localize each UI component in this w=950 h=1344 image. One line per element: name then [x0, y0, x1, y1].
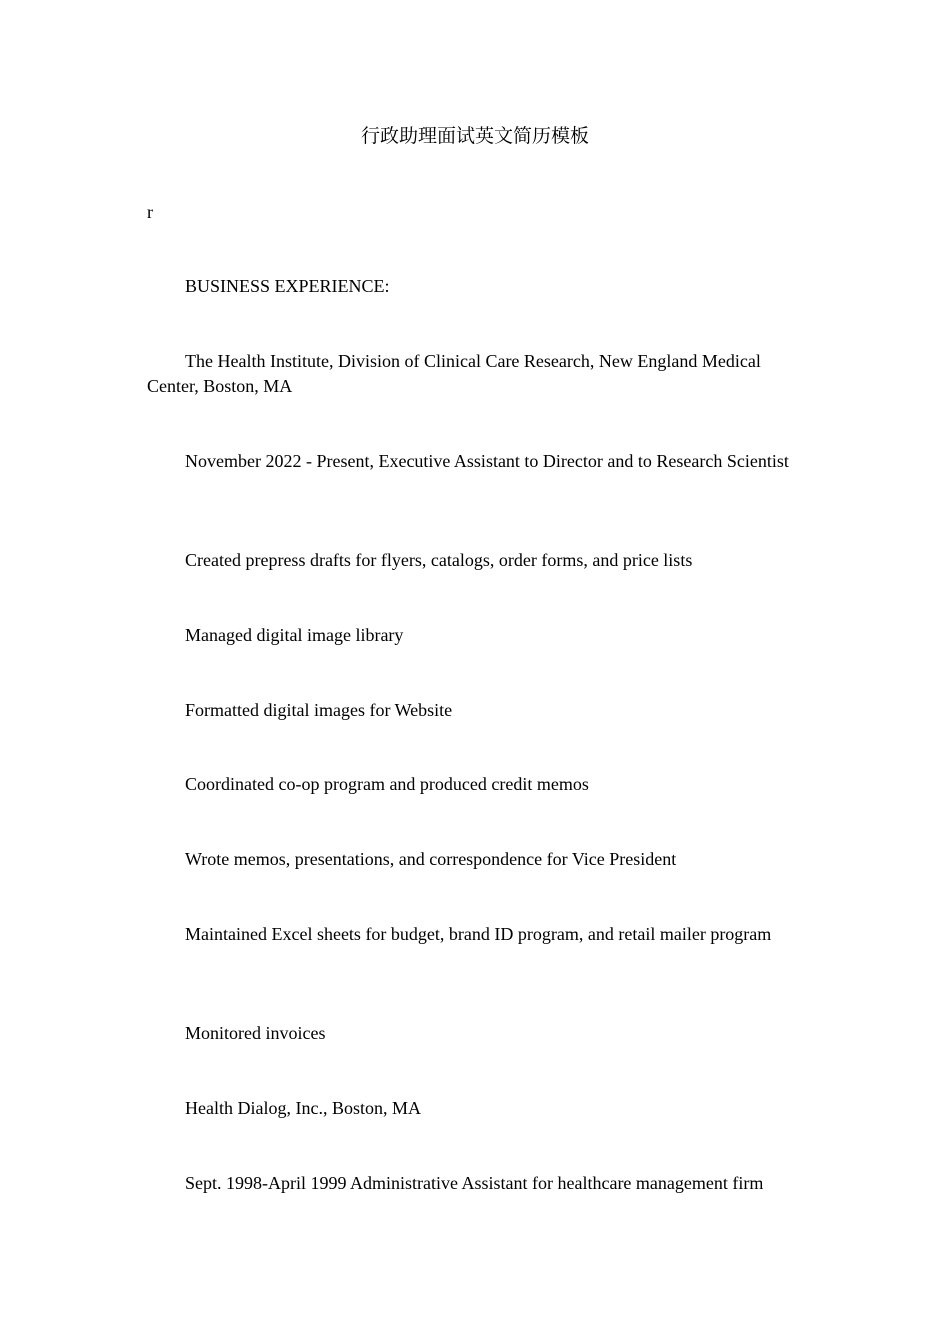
duty-item: Maintained Excel sheets for budget, brand ID program, and retail mailer program — [185, 924, 772, 944]
duty-item: Formatted digital images for Website — [185, 700, 453, 720]
duty-item: Wrote memos, presentations, and correspondence for Vice President — [185, 849, 677, 869]
section-heading-business-experience: BUSINESS EXPERIENCE: — [185, 276, 390, 296]
position-administrative-assistant: Sept. 1998-April 1999 Administrative Assistant for healthcare management firm — [185, 1173, 764, 1193]
employer-health-dialog: Health Dialog, Inc., Boston, MA — [185, 1098, 421, 1118]
duty-item: Managed digital image library — [185, 625, 404, 645]
employer-health-institute: The Health Institute, Division of Clinical Care Research, New England Medical Center, Boston, MA — [147, 351, 761, 396]
position-executive-assistant: November 2022 - Present, Executive Assistant to Director and to Research Scientist — [185, 451, 789, 471]
document-title: 行政助理面试英文简历模板 — [360, 125, 589, 147]
stray-character: r — [147, 202, 153, 222]
duty-item: Monitored invoices — [185, 1023, 326, 1043]
duty-item: Coordinated co-op program and produced credit memos — [185, 774, 589, 794]
duty-item: Created prepress drafts for flyers, catalogs, order forms, and price lists — [185, 550, 693, 570]
